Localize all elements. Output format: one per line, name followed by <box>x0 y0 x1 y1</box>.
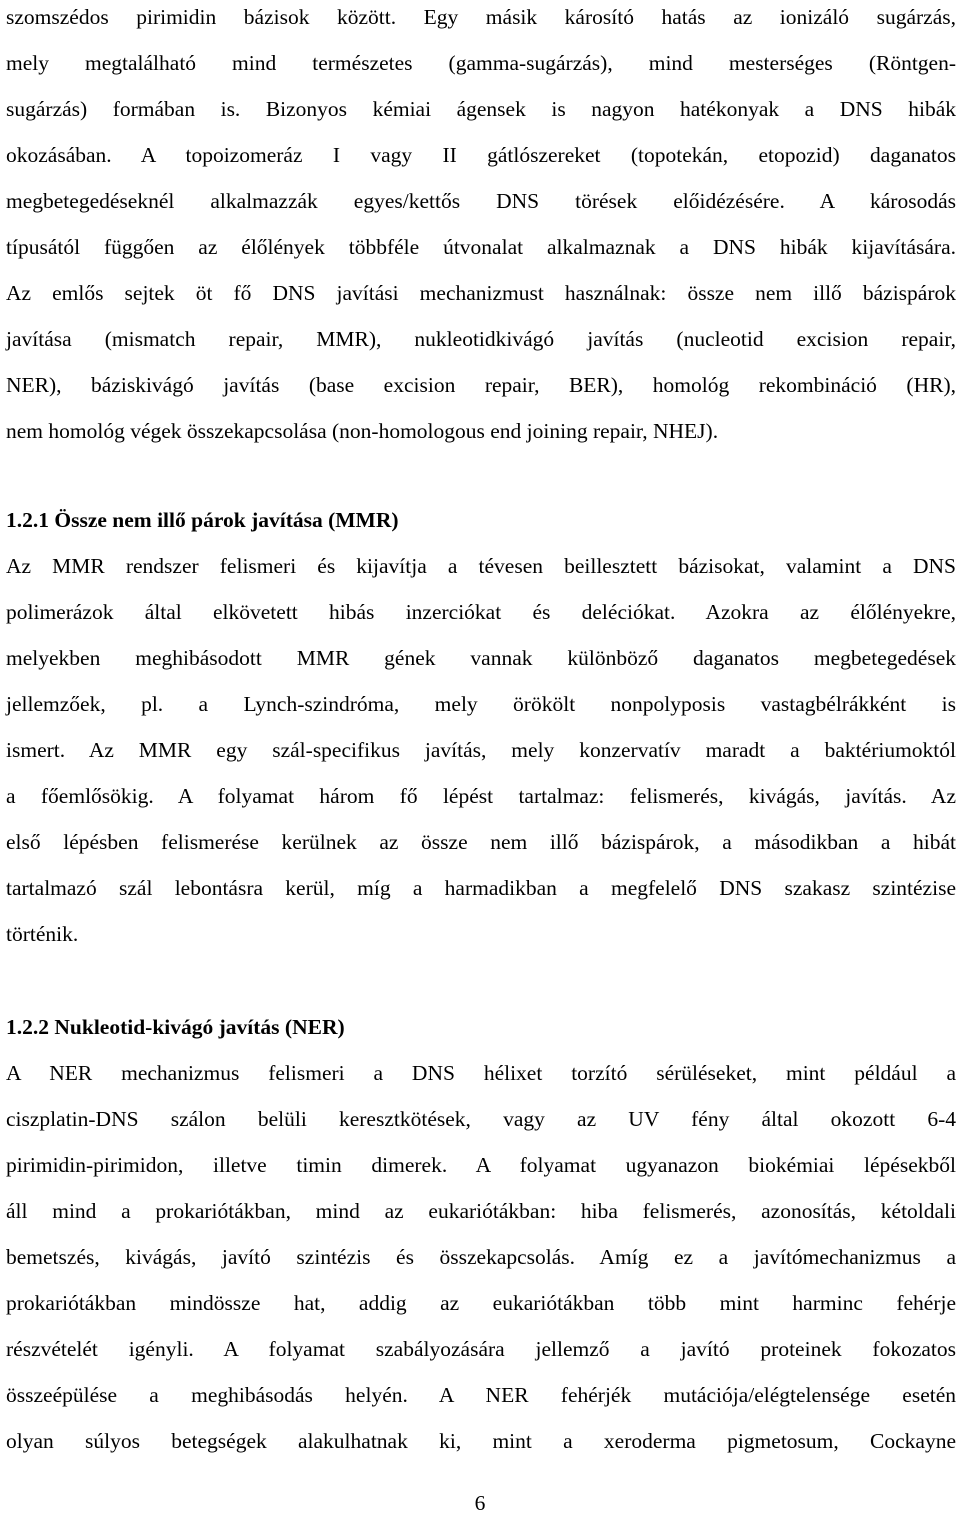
text-line: pirimidin-pirimidon, illetve timin dimerek. A folyamat ugyanazon biokémiai lépésekből <box>6 1153 956 1177</box>
text-line: melyekben meghibásodott MMR gének vannak különböző daganatos megbetegedések <box>6 646 956 670</box>
text-line: Az MMR rendszer felismeri és kijavítja a tévesen beillesztett bázisokat, valamint a DNS <box>6 554 956 578</box>
text-line: sugárzás) formában is. Bizonyos kémiai ágensek is nagyon hatékonyak a DNS hibák <box>6 97 956 121</box>
text-line: ciszplatin-DNS szálon belüli keresztkötések, vagy az UV fény által okozott 6-4 <box>6 1107 956 1131</box>
text-line: áll mind a prokariótákban, mind az eukariótákban: hiba felismerés, azonosítás, kétoldali <box>6 1199 956 1223</box>
text-line: első lépésben felismerése kerülnek az össze nem illő bázispárok, a másodikban a hibát <box>6 830 956 854</box>
page-number: 6 <box>474 1491 486 1515</box>
text-line: nem homológ végek összekapcsolása (non-homologous end joining repair, NHEJ). <box>6 419 719 443</box>
section-ner <box>6 1004 956 1464</box>
text-line: olyan súlyos betegségek alakulhatnak ki, mint a xeroderma pigmetosum, Cockayne <box>6 1429 956 1453</box>
text-line: NER), báziskivágó javítás (base excision repair, BER), homológ rekombináció (HR), <box>6 373 956 397</box>
text-line: megbetegedéseknél alkalmazzák egyes/kettős DNS törések előidézésére. A károsodás <box>6 189 956 213</box>
text-line: ismert. Az MMR egy szál-specifikus javítás, mely konzervatív maradt a baktériumoktól <box>6 738 956 762</box>
section-heading: 1.2.2 Nukleotid-kivágó javítás (NER) <box>6 1015 345 1039</box>
text-line: szomszédos pirimidin bázisok között. Egy másik károsító hatás az ionizáló sugárzás, <box>6 5 956 29</box>
text-line: javítása (mismatch repair, MMR), nukleotidkivágó javítás (nucleotid excision repair, <box>6 327 956 351</box>
text-line: jellemzőek, pl. a Lynch-szindróma, mely örökölt nonpolyposis vastagbélrákként is <box>6 692 956 716</box>
text-line: tartalmazó szál lebontásra kerül, míg a harmadikban a megfelelő DNS szakasz szintézise <box>6 876 956 900</box>
section-mmr <box>6 497 956 957</box>
section-heading: 1.2.1 Össze nem illő párok javítása (MMR) <box>6 508 399 532</box>
text-line: összeépülése a meghibásodás helyén. A NER fehérjék mutációja/elégtelensége esetén <box>6 1383 956 1407</box>
text-line: prokariótákban mindössze hat, addig az eukariótákban több mint harminc fehérje <box>6 1291 956 1315</box>
text-line: Az emlős sejtek öt fő DNS javítási mechanizmust használnak: össze nem illő bázispárok <box>6 281 956 305</box>
text-line: a főemlősökig. A folyamat három fő lépést tartalmaz: felismerés, kivágás, javítás. Az <box>6 784 956 808</box>
text-line: típusától függően az élőlények többféle útvonalat alkalmaznak a DNS hibák kijavítására. <box>6 235 956 259</box>
text-line: A NER mechanizmus felismeri a DNS hélixet torzító sérüléseket, mint például a <box>6 1061 956 1085</box>
text-line: bemetszés, kivágás, javító szintézis és összekapcsolás. Amíg ez a javítómechanizmus a <box>6 1245 956 1269</box>
text-line: polimerázok által elkövetett hibás inzerciókat és deléciókat. Azokra az élőlényekre, <box>6 600 956 624</box>
text-line: mely megtalálható mind természetes (gamma-sugárzás), mind mesterséges (Röntgen- <box>6 51 956 75</box>
intro-paragraph <box>6 0 956 454</box>
text-line: történik. <box>6 922 79 946</box>
text-line: részvételét igényli. A folyamat szabályozására jellemző a javító proteinek fokozatos <box>6 1337 956 1361</box>
text-line: okozásában. A topoizomeráz I vagy II gátlószereket (topotekán, etopozid) daganatos <box>6 143 956 167</box>
